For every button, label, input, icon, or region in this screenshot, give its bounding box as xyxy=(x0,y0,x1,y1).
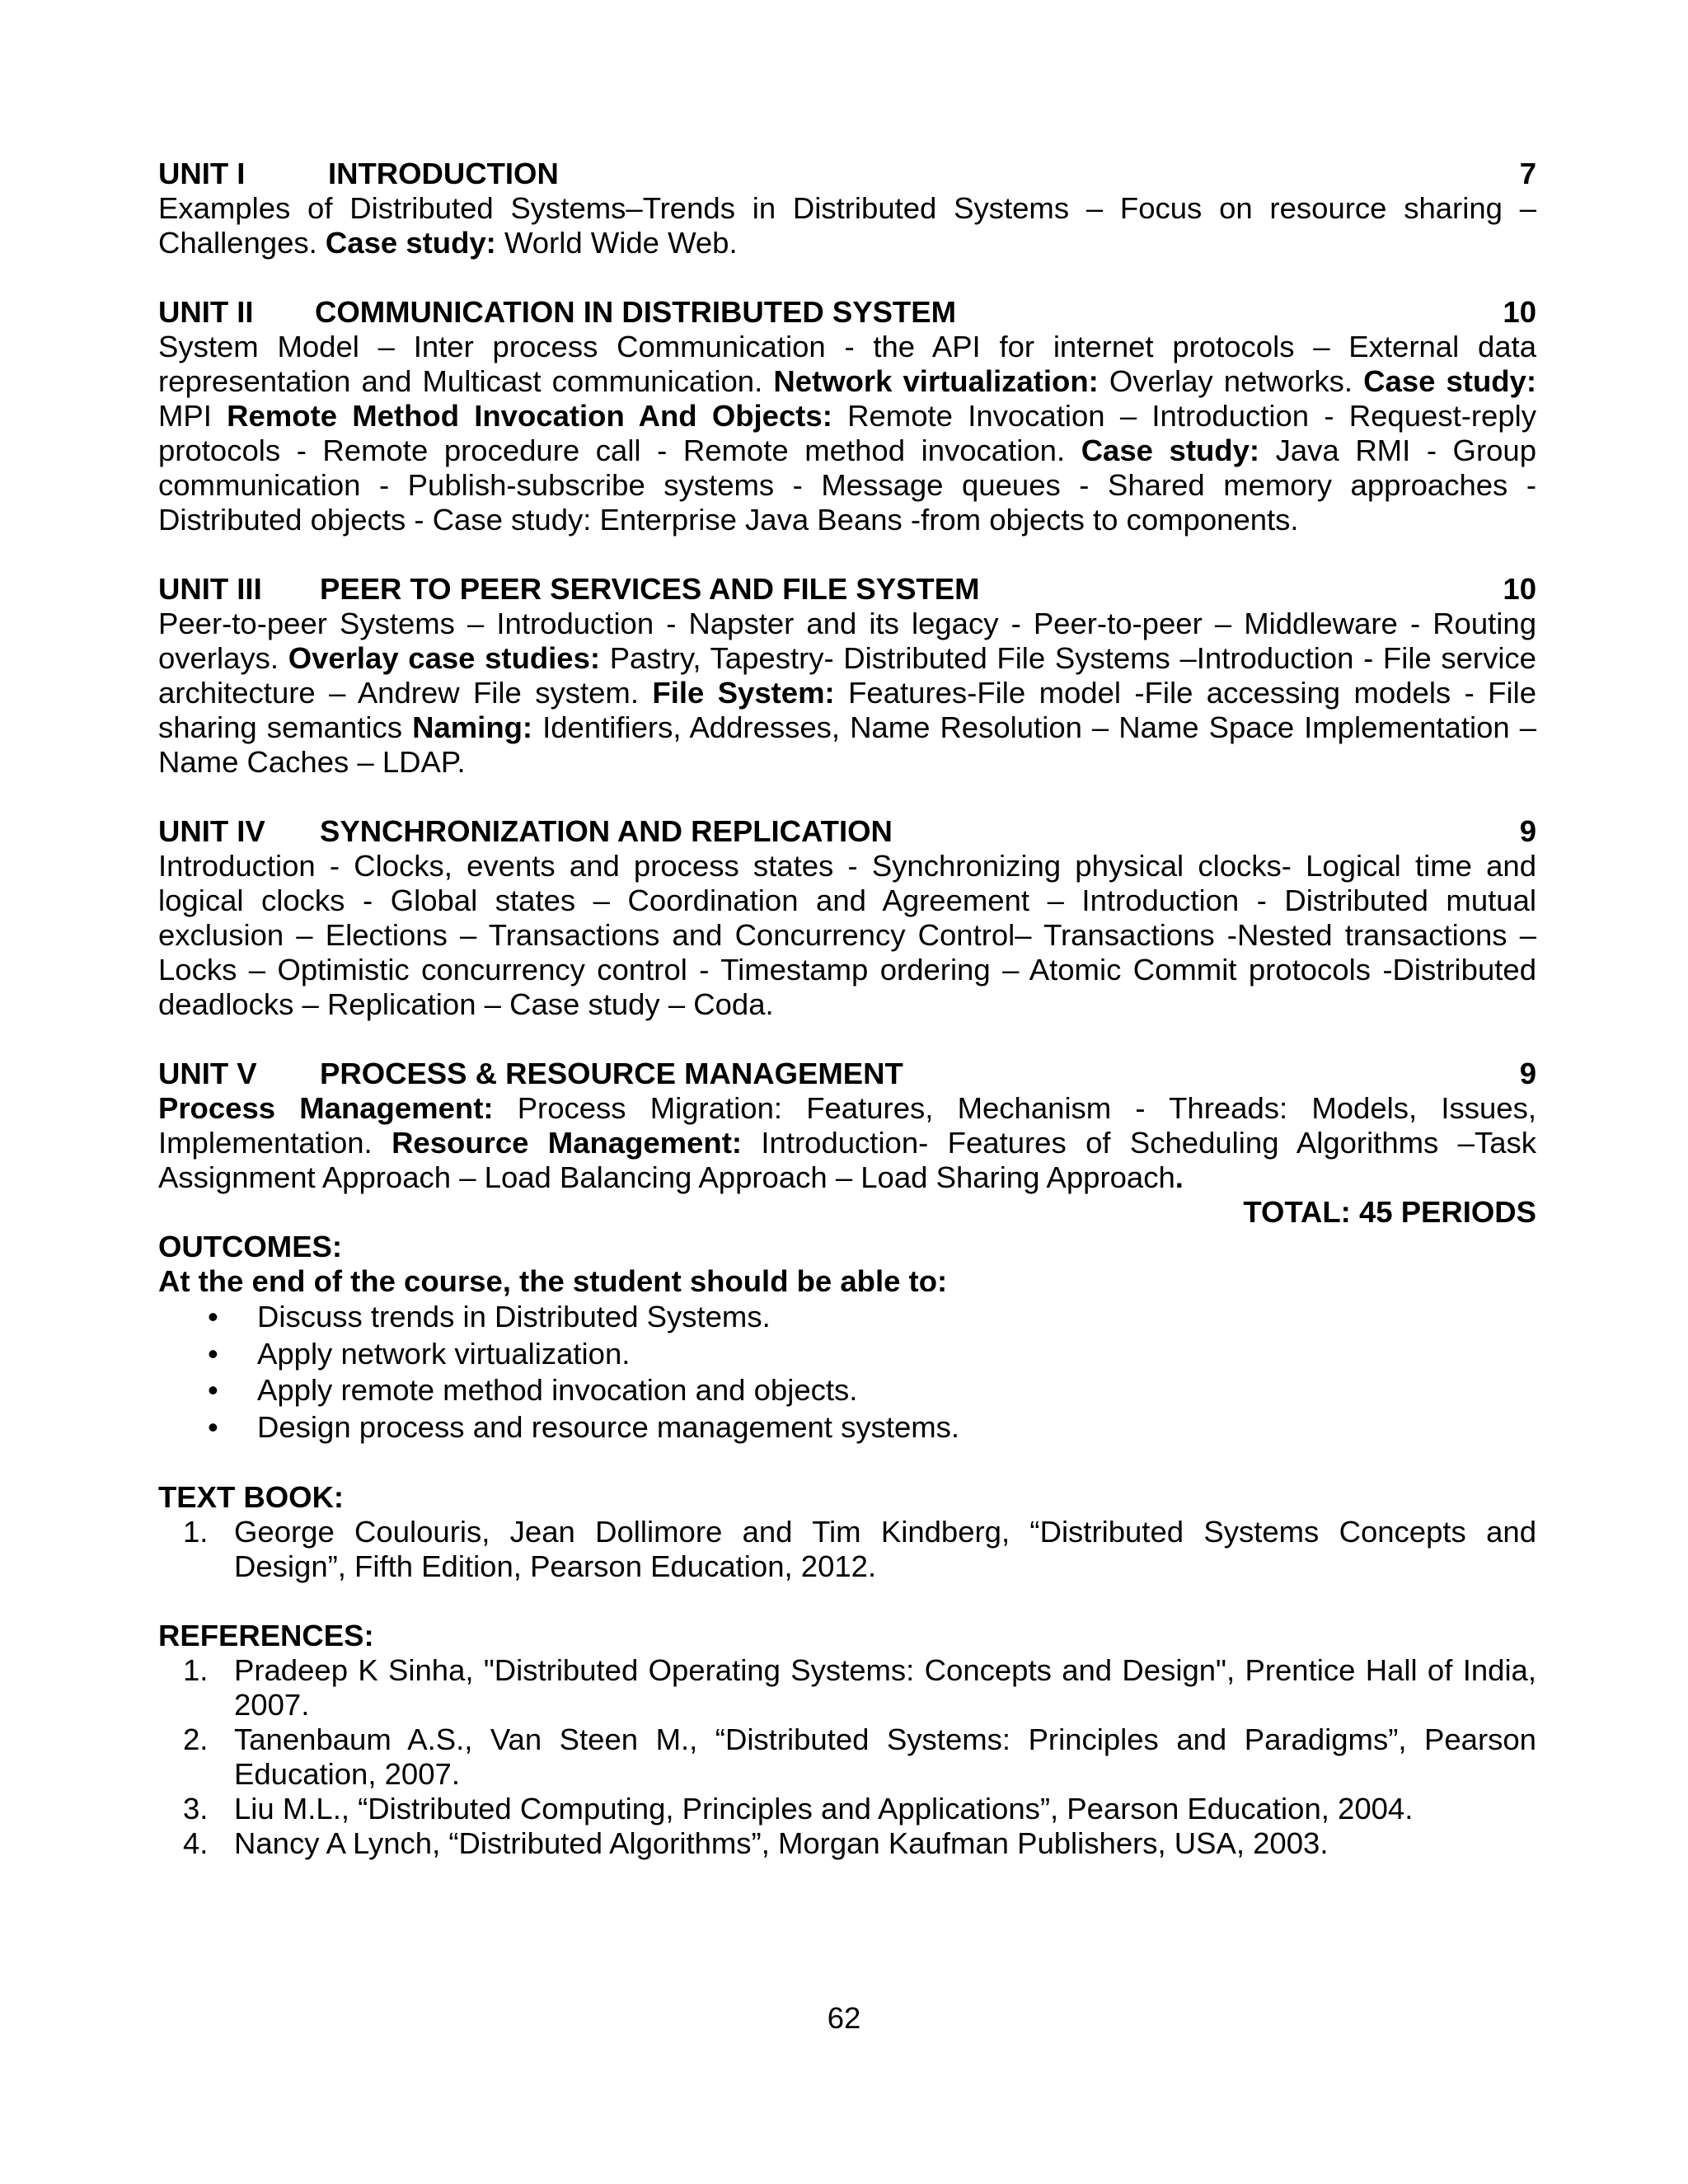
text-run: World Wide Web. xyxy=(495,226,738,260)
reference-item xyxy=(158,1653,1536,1722)
unit-number: UNIT IV xyxy=(158,814,265,848)
unit-block xyxy=(158,157,1536,260)
unit-heading xyxy=(158,1057,1536,1091)
bold-term: Case study: xyxy=(1081,434,1260,467)
unit-description xyxy=(158,1091,1536,1195)
text-book-item xyxy=(158,1515,1536,1584)
bold-term: Resource Management: xyxy=(392,1126,743,1160)
outcome-text: Discuss trends in Distributed Systems. xyxy=(257,1300,771,1333)
text-run: MPI xyxy=(158,399,227,433)
outcome-item xyxy=(158,1336,1536,1373)
reference-item xyxy=(158,1826,1536,1861)
bold-term: Remote Method Invocation And Objects: xyxy=(227,399,832,433)
unit-hours: 9 xyxy=(1519,814,1536,848)
text-run: Introduction- Features of Scheduling Algorithms –Task Assignment Approach – Load Balancing Approach – Load Sharing Approach xyxy=(158,1126,1536,1194)
references-section xyxy=(158,1619,1536,1861)
unit-description xyxy=(158,849,1536,1022)
text-run: Java RMI - Group communication - Publish-subscribe systems - Message queues - Shared memory approaches - Distributed objects - Case study: Enterprise Java Beans -from objects to components. xyxy=(158,434,1537,537)
references-heading: REFERENCES: xyxy=(158,1619,374,1652)
references-list xyxy=(158,1653,1536,1861)
outcomes-intro: At the end of the course, the student should be able to: xyxy=(158,1264,948,1298)
outcome-item xyxy=(158,1299,1536,1336)
outcome-item xyxy=(158,1372,1536,1409)
citation-text: Pradeep K Sinha, "Distributed Operating Systems: Concepts and Design", Prentice Hall of India, 2007. xyxy=(234,1653,1536,1722)
text-run: Peer-to-peer Systems – Introduction - Napster and its legacy - Peer-to-peer – Middleware - Routing overlays. xyxy=(158,607,1536,675)
unit-heading xyxy=(158,157,1536,191)
outcomes-section xyxy=(158,1230,1536,1446)
bold-term: Case study: xyxy=(1363,364,1537,398)
unit-number: UNIT III xyxy=(158,572,262,606)
text-run: Remote Invocation – Introduction - Request-reply protocols - Remote procedure call - Remote method invocation. xyxy=(158,399,1536,467)
bold-term: Network virtualization: xyxy=(773,364,1099,398)
units-container xyxy=(158,157,1536,1195)
outcome-item xyxy=(158,1409,1536,1446)
syllabus-page xyxy=(158,157,1536,1861)
text-book-heading: TEXT BOOK: xyxy=(158,1480,345,1514)
list-number: 2. xyxy=(183,1722,209,1756)
text-book-section xyxy=(158,1480,1536,1584)
bullet-icon: • xyxy=(208,1409,218,1444)
unit-heading xyxy=(158,295,1536,330)
unit-description xyxy=(158,330,1536,537)
unit-block xyxy=(158,295,1536,537)
bullet-icon: • xyxy=(208,1300,218,1333)
unit-heading xyxy=(158,814,1536,849)
total-periods: TOTAL: 45 PERIODS xyxy=(1243,1195,1536,1229)
unit-description xyxy=(158,607,1536,780)
unit-block xyxy=(158,572,1536,780)
bullet-icon: • xyxy=(208,1336,218,1371)
bold-term: Case study: xyxy=(325,226,496,260)
unit-number: UNIT V xyxy=(158,1057,257,1090)
unit-title: INTRODUCTION xyxy=(328,157,559,190)
outcome-text: Apply remote method invocation and objects. xyxy=(257,1373,858,1407)
citation-text: Liu M.L., “Distributed Computing, Principles and Applications”, Pearson Education, 2004. xyxy=(234,1792,1414,1825)
outcome-text: Apply network virtualization. xyxy=(257,1336,631,1371)
citation-text: George Coulouris, Jean Dollimore and Tim Kindberg, “Distributed Systems Concepts and Design”, Fifth Edition, Pearson Education, 2012. xyxy=(234,1515,1536,1583)
text-run: Features-File model -File accessing models - File sharing semantics xyxy=(158,676,1536,744)
list-number: 3. xyxy=(183,1792,209,1825)
unit-block xyxy=(158,814,1536,1022)
unit-block xyxy=(158,1057,1536,1195)
unit-title: PEER TO PEER SERVICES AND FILE SYSTEM xyxy=(320,572,980,606)
page-number: 62 xyxy=(827,2001,861,2035)
bold-term: . xyxy=(1175,1160,1184,1194)
text-run: System Model – Inter process Communication - the API for internet protocols – External data representation and Multicast communication. xyxy=(158,330,1536,398)
unit-title: SYNCHRONIZATION AND REPLICATION xyxy=(320,814,893,848)
text-book-list xyxy=(158,1515,1536,1584)
unit-title: PROCESS & RESOURCE MANAGEMENT xyxy=(320,1057,903,1090)
list-number: 1. xyxy=(183,1653,209,1687)
unit-hours: 9 xyxy=(1519,1057,1536,1090)
text-run: Examples of Distributed Systems–Trends in Distributed Systems – Focus on resource sharing – Challenges. xyxy=(158,191,1536,260)
citation-text: Nancy A Lynch, “Distributed Algorithms”, Morgan Kaufman Publishers, USA, 2003. xyxy=(234,1826,1329,1860)
unit-number: UNIT I xyxy=(158,157,246,190)
unit-heading xyxy=(158,572,1536,607)
bold-term: Overlay case studies: xyxy=(288,641,601,675)
text-run: Process Migration: Features, Mechanism - Threads: Models, Issues, Implementation. xyxy=(158,1091,1536,1160)
citation-text: Tanenbaum A.S., Van Steen M., “Distributed Systems: Principles and Paradigms”, Pearson Education, 2007. xyxy=(234,1722,1536,1791)
text-run: Identifiers, Addresses, Name Resolution – Name Space Implementation – Name Caches – LDAP. xyxy=(158,710,1536,779)
list-number: 4. xyxy=(183,1826,209,1860)
list-number: 1. xyxy=(183,1515,209,1549)
bold-term: Process Management: xyxy=(158,1091,494,1125)
text-run: Pastry, Tapestry- Distributed File Systems –Introduction - File service architecture – Andrew File system. xyxy=(158,641,1536,710)
unit-hours: 10 xyxy=(1503,295,1536,329)
reference-item xyxy=(158,1792,1536,1826)
text-run: Overlay networks. xyxy=(1098,364,1364,398)
unit-hours: 10 xyxy=(1503,572,1536,606)
unit-number: UNIT II xyxy=(158,295,254,329)
outcomes-list xyxy=(158,1299,1536,1446)
unit-hours: 7 xyxy=(1519,157,1536,190)
bold-term: Naming: xyxy=(412,710,533,744)
text-run: Introduction - Clocks, events and process states - Synchronizing physical clocks- Logical time and logical clocks - Global states – Coordination and Agreement – Introduction - Distributed mutual exclusion – Elections – Transactions and Concurrency Control– Transactions -Nested transactions – Locks – Optimistic concurrency control - Timestamp ordering – Atomic Commit protocols -Distributed deadlocks – Replication – Case study – Coda. xyxy=(158,849,1536,1021)
outcome-text: Design process and resource management systems. xyxy=(257,1409,960,1444)
reference-item xyxy=(158,1722,1536,1792)
outcomes-heading: OUTCOMES: xyxy=(158,1230,343,1263)
unit-description xyxy=(158,191,1536,260)
bold-term: File System: xyxy=(652,676,835,710)
unit-title: COMMUNICATION IN DISTRIBUTED SYSTEM xyxy=(315,295,956,329)
bullet-icon: • xyxy=(208,1373,218,1407)
